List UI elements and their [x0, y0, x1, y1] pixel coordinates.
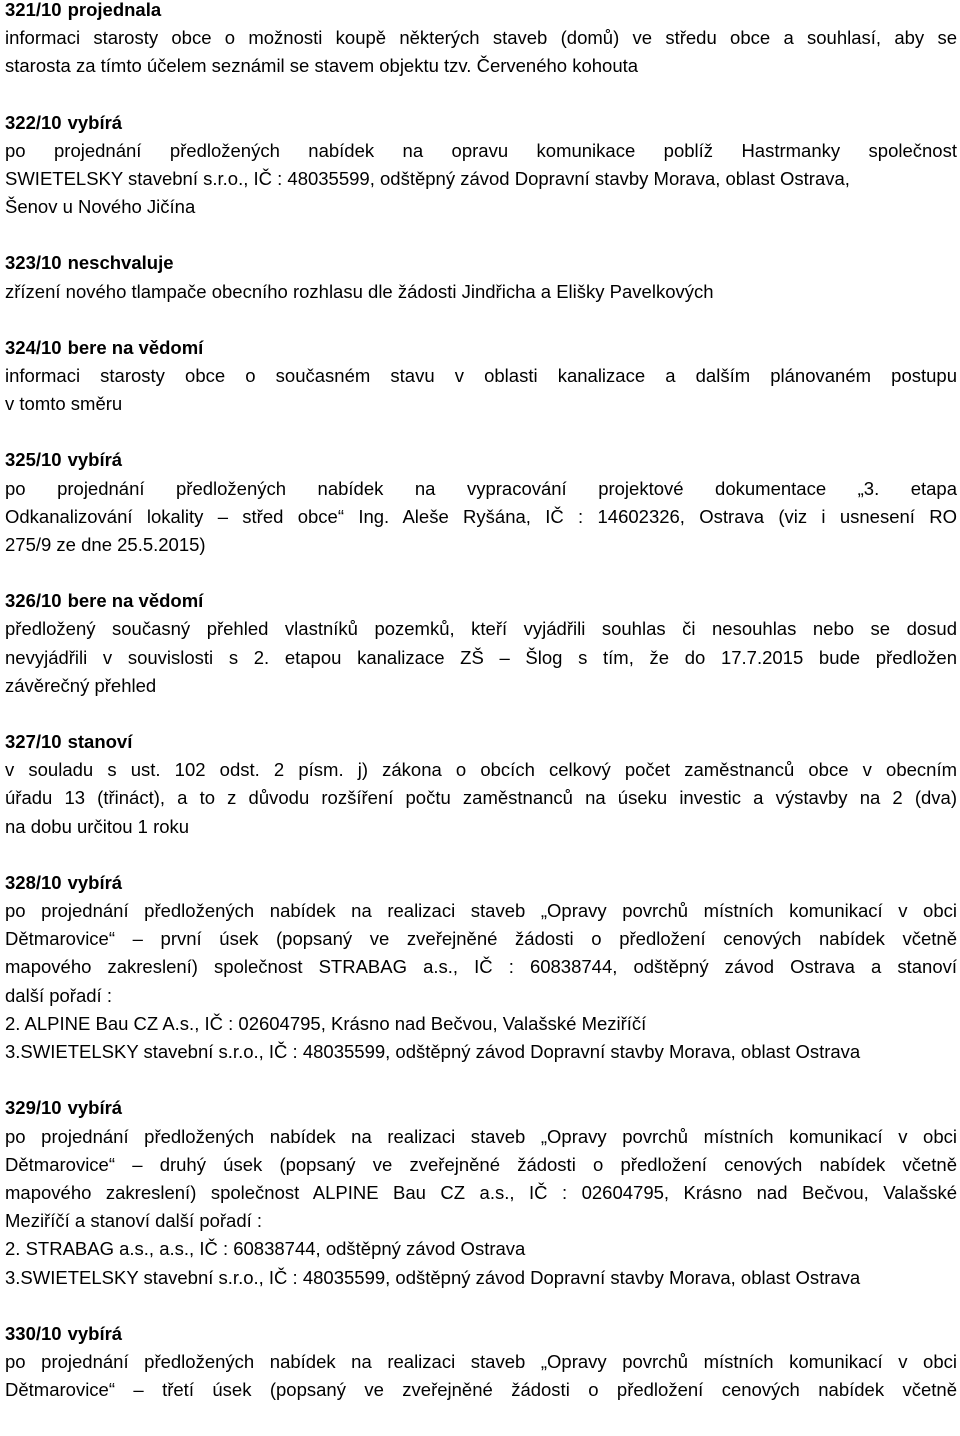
resolution-text-line: Dětmarovice“ – třetí úsek (popsaný ve zveřejněné žádosti o předložení cenových nabídek včetně	[5, 1379, 957, 1401]
resolution-verb: vybírá	[67, 871, 123, 893]
resolution-number: 327/10	[5, 731, 62, 753]
resolution-text-line: zřízení nového tlampače obecního rozhlasu dle žádosti Jindřicha a Elišky Pavelkových	[5, 280, 714, 302]
resolution-verb: vybírá	[67, 1097, 123, 1119]
resolution-text-line: Dětmarovice“ – první úsek (popsaný ve zveřejněné žádosti o předložení cenových nabídek včetně	[5, 928, 957, 950]
resolution-text-line: Odkanalizování lokality – střed obce“ Ing. Aleše Ryšána, IČ : 14602326, Ostrava (viz i usnesení RO	[5, 505, 957, 527]
resolution-number: 321/10	[5, 0, 62, 20]
resolution-text-line: 2. ALPINE Bau CZ A.s., IČ : 02604795, Krásno nad Bečvou, Valašské Meziříčí	[5, 1012, 647, 1034]
resolution-text-line: starosta za tímto účelem seznámil se stavem objektu tzv. Červeného kohouta	[5, 55, 639, 77]
resolution-329	[5, 1094, 957, 1291]
resolution-heading	[5, 587, 957, 615]
resolution-verb: vybírá	[67, 449, 123, 471]
resolution-heading	[5, 249, 957, 277]
resolution-heading	[5, 334, 957, 362]
resolution-text-line: v souladu s ust. 102 odst. 2 písm. j) zákona o obcích celkový počet zaměstnanců obce v obecním	[5, 759, 957, 781]
resolution-heading	[5, 869, 957, 897]
document-page	[5, 0, 957, 1432]
resolution-330	[5, 1320, 957, 1405]
resolution-328	[5, 869, 957, 1066]
resolution-heading	[5, 728, 957, 756]
resolution-text-line: v tomto směru	[5, 393, 123, 415]
resolution-323	[5, 249, 957, 305]
resolution-text-line: další pořadí :	[5, 984, 112, 1006]
resolution-text-line: Meziříčí a stanoví další pořadí :	[5, 1210, 263, 1232]
resolution-text-line: mapového zakreslení) společnost ALPINE Bau CZ a.s., IČ : 02604795, Krásno nad Bečvou, Valašské	[5, 1181, 957, 1203]
resolution-text-line: Šenov u Nového Jičína	[5, 196, 196, 218]
resolution-heading	[5, 1320, 957, 1348]
resolution-text-line: závěrečný přehled	[5, 674, 157, 696]
resolution-number: 322/10	[5, 111, 62, 133]
resolution-text-line: po projednání předložených nabídek na opravu komunikace poblíž Hastrmanky společnost	[5, 139, 957, 161]
resolution-325	[5, 446, 957, 559]
resolution-text-line: 3.SWIETELSKY stavební s.r.o., IČ : 48035599, odštěpný závod Dopravní stavby Morava, oblast Ostrava	[5, 1041, 861, 1063]
resolution-verb: neschvaluje	[67, 252, 174, 274]
resolution-text-line: 3.SWIETELSKY stavební s.r.o., IČ : 48035599, odštěpný závod Dopravní stavby Morava, oblast Ostrava	[5, 1266, 861, 1288]
resolution-text-line: 2. STRABAG a.s., a.s., IČ : 60838744, odštěpný závod Ostrava	[5, 1238, 526, 1260]
resolution-verb: bere na vědomí	[67, 336, 204, 358]
resolution-text-line: po projednání předložených nabídek na realizaci staveb „Opravy povrchů místních komunikací v obci	[5, 1350, 957, 1372]
resolution-number: 324/10	[5, 336, 62, 358]
resolution-verb: bere na vědomí	[67, 590, 204, 612]
resolution-text-line: 275/9 ze dne 25.5.2015)	[5, 534, 206, 556]
resolution-verb: vybírá	[67, 111, 123, 133]
resolution-text-line: SWIETELSKY stavební s.r.o., IČ : 48035599, odštěpný závod Dopravní stavby Morava, oblast Ostrava,	[5, 168, 850, 190]
resolution-text-line: nevyjádřili v souvislosti s 2. etapou kanalizace ZŠ – Šlog s tím, že do 17.7.2015 bude předložen	[5, 646, 957, 668]
resolution-324	[5, 334, 957, 419]
resolution-verb: stanoví	[67, 731, 133, 753]
resolution-text-line: informaci starosty obce o možnosti koupě některých staveb (domů) ve středu obce a souhlasí, aby se	[5, 27, 957, 49]
resolution-verb: projednala	[67, 0, 162, 20]
resolution-number: 329/10	[5, 1097, 62, 1119]
resolution-number: 330/10	[5, 1322, 62, 1344]
resolution-text-line: na dobu určitou 1 roku	[5, 815, 190, 837]
resolution-number: 328/10	[5, 871, 62, 893]
resolution-heading	[5, 0, 957, 24]
resolution-text-line: informaci starosty obce o současném stavu v oblasti kanalizace a dalším plánovaném postupu	[5, 365, 957, 387]
resolution-number: 326/10	[5, 590, 62, 612]
resolution-heading	[5, 109, 957, 137]
resolution-heading	[5, 1094, 957, 1122]
resolution-text-line: předložený současný přehled vlastníků pozemků, kteří vyjádřili souhlas či nesouhlas nebo se dosud	[5, 618, 957, 640]
resolution-verb: vybírá	[67, 1322, 123, 1344]
resolution-text-line: po projednání předložených nabídek na realizaci staveb „Opravy povrchů místních komunikací v obci	[5, 900, 957, 922]
resolution-321	[5, 0, 957, 81]
resolution-322	[5, 109, 957, 222]
resolution-326	[5, 587, 957, 700]
resolution-number: 325/10	[5, 449, 62, 471]
resolution-327	[5, 728, 957, 841]
resolution-text-line: po projednání předložených nabídek na realizaci staveb „Opravy povrchů místních komunikací v obci	[5, 1125, 957, 1147]
resolution-number: 323/10	[5, 252, 62, 274]
resolution-text-line: po projednání předložených nabídek na vypracování projektové dokumentace „3. etapa	[5, 477, 957, 499]
resolution-text-line: Dětmarovice“ – druhý úsek (popsaný ve zveřejněné žádosti o předložení cenových nabídek včetně	[5, 1153, 957, 1175]
resolution-text-line: mapového zakreslení) společnost STRABAG a.s., IČ : 60838744, odštěpný závod Ostrava a stanoví	[5, 956, 957, 978]
resolution-text-line: úřadu 13 (třináct), a to z důvodu rozšíření počtu zaměstnanců na úseku investic a výstavby na 2 (dva)	[5, 787, 957, 809]
resolution-heading	[5, 446, 957, 474]
